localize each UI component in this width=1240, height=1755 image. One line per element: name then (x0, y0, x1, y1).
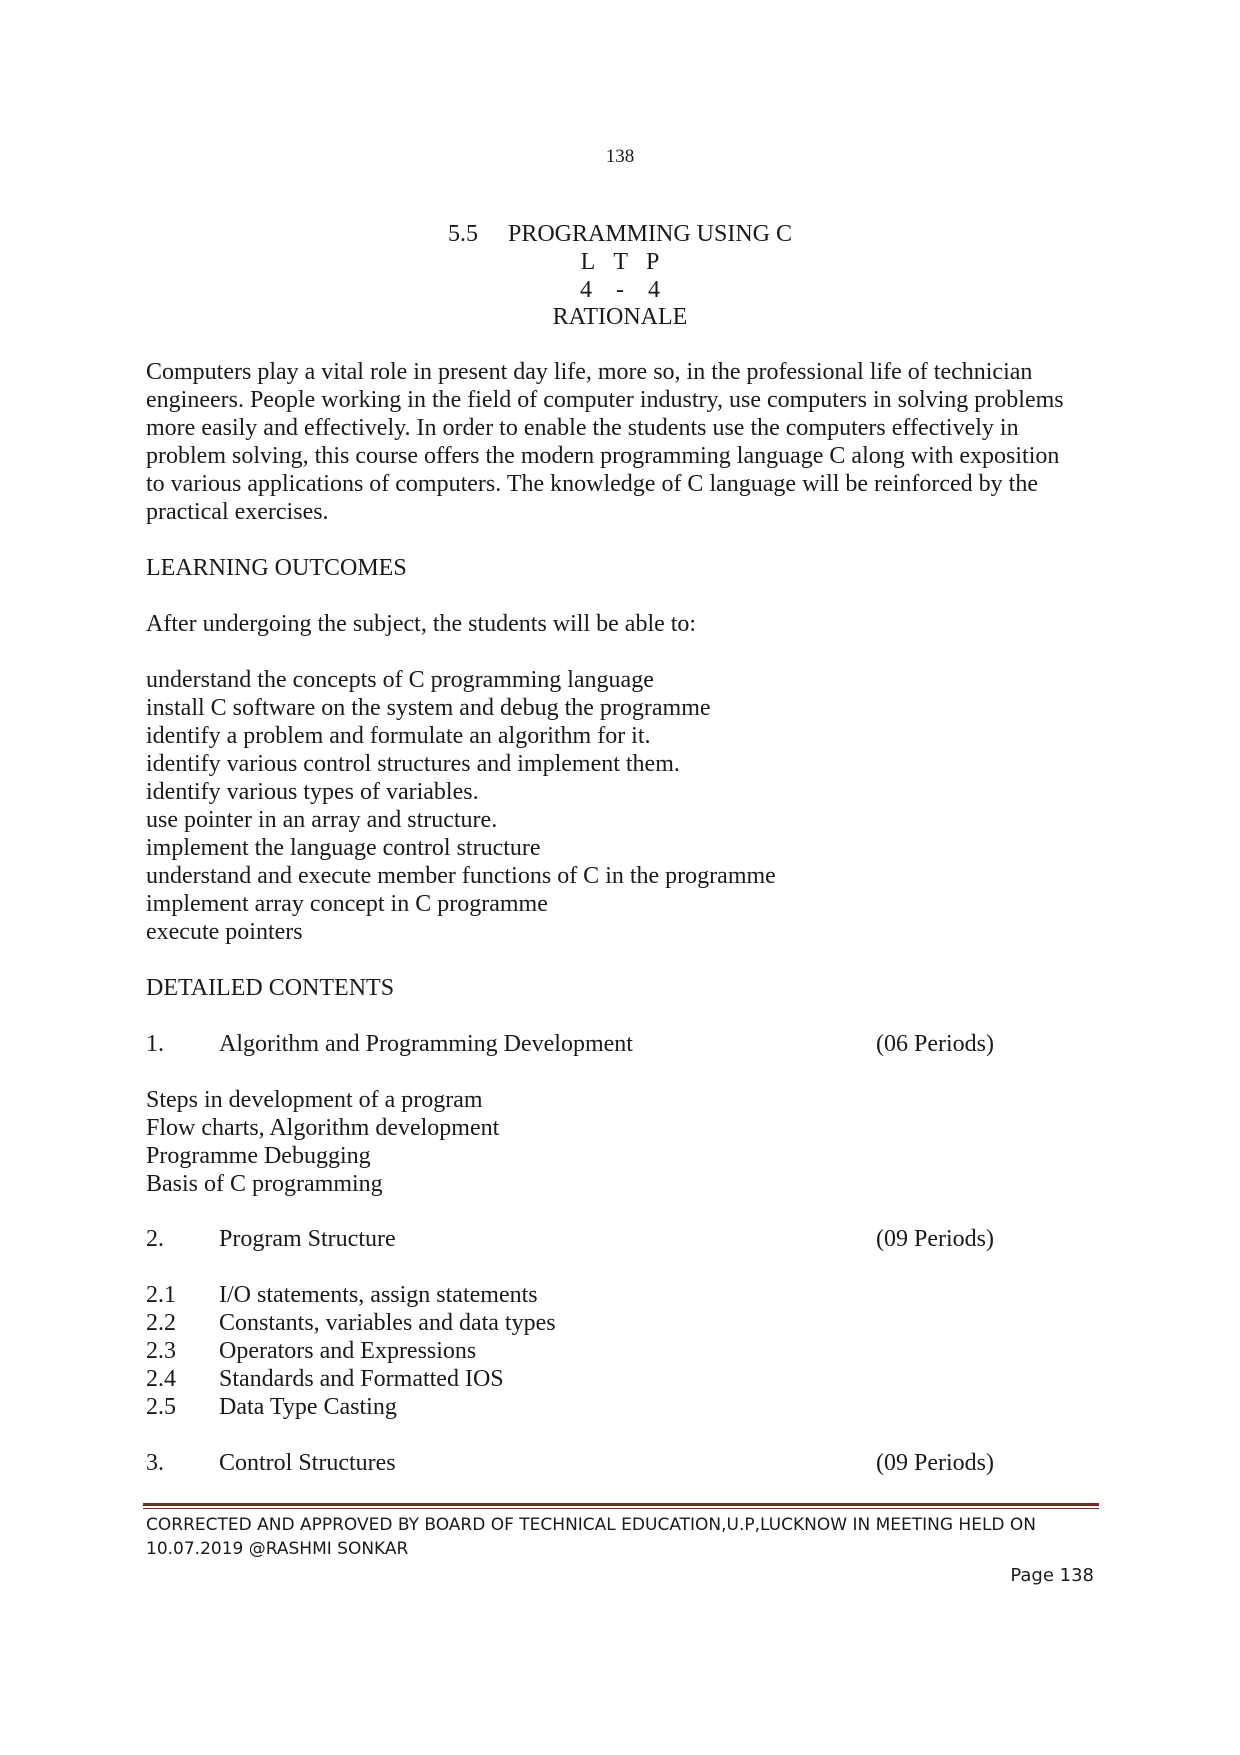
footer-page-number: Page 138 (1010, 1565, 1094, 1586)
list-item: implement array concept in C programme (146, 891, 548, 917)
rationale-line: more easily and effectively. In order to enable the students use the computers effectively in (146, 415, 1019, 441)
ltp-p: P (645, 249, 660, 275)
list-item: implement the language control structure (146, 835, 541, 861)
list-item: install C software on the system and debug the programme (146, 695, 711, 721)
subtopic-number: 2.4 (146, 1366, 176, 1392)
subtopic-row (146, 1337, 556, 1365)
unit-title: Program Structure (219, 1226, 396, 1252)
subtopic-row (146, 1309, 556, 1337)
unit-periods: (09 Periods) (876, 1450, 994, 1476)
unit-row-1 (146, 1030, 1046, 1058)
unit-periods: (06 Periods) (876, 1031, 994, 1057)
unit-number: 3. (146, 1450, 164, 1476)
list-item: understand the concepts of C programming language (146, 667, 654, 693)
ltp-l: L (580, 249, 596, 275)
unit-row-2 (146, 1225, 1046, 1253)
ltp-t-value: - (616, 277, 624, 303)
unit-row-3 (146, 1449, 1046, 1477)
subtopic-text: I/O statements, assign statements (219, 1282, 538, 1308)
list-item: identify various types of variables. (146, 779, 479, 805)
rationale-line: Computers play a vital role in present day life, more so, in the professional life of technician (146, 359, 1033, 385)
subtopic-number: 2.5 (146, 1394, 176, 1420)
ltp-t: T (613, 249, 628, 275)
course-title (0, 220, 1240, 248)
detailed-contents-heading: DETAILED CONTENTS (146, 975, 395, 1001)
learning-outcomes-list (146, 666, 776, 946)
unit-1-topics (146, 1086, 499, 1198)
rationale-line: practical exercises. (146, 499, 329, 525)
course-title-text: PROGRAMMING USING C (507, 221, 793, 247)
list-item: use pointer in an array and structure. (146, 807, 498, 833)
list-item: Basis of C programming (146, 1171, 383, 1197)
ltp-values (0, 276, 1240, 304)
learning-outcomes-intro: After undergoing the subject, the students will be able to: (146, 611, 697, 637)
list-item: understand and execute member functions of C in the programme (146, 863, 776, 889)
rationale-line: to various applications of computers. The knowledge of C language will be reinforced by the (146, 471, 1038, 497)
footer-line: CORRECTED AND APPROVED BY BOARD OF TECHNICAL EDUCATION,U.P,LUCKNOW IN MEETING HELD ON (146, 1515, 1037, 1535)
page-number-top: 138 (605, 146, 635, 167)
list-item: Steps in development of a program (146, 1087, 483, 1113)
footer-line: 10.07.2019 @RASHMI SONKAR (146, 1539, 409, 1559)
unit-title: Algorithm and Programming Development (219, 1031, 633, 1057)
subtopic-number: 2.2 (146, 1310, 176, 1336)
list-item: Flow charts, Algorithm development (146, 1115, 500, 1141)
footer-divider (143, 1503, 1099, 1509)
subtopic-text: Constants, variables and data types (219, 1310, 556, 1336)
subtopic-number: 2.3 (146, 1338, 176, 1364)
unit-title: Control Structures (219, 1450, 396, 1476)
list-item: execute pointers (146, 919, 303, 945)
subtopic-text: Data Type Casting (219, 1394, 397, 1420)
ltp-p-value: 4 (648, 277, 660, 303)
list-item: identify various control structures and implement them. (146, 751, 680, 777)
unit-2-subtopics (146, 1281, 556, 1421)
subtopic-row (146, 1365, 556, 1393)
ltp-l-value: 4 (580, 277, 592, 303)
list-item: identify a problem and formulate an algorithm for it. (146, 723, 651, 749)
course-number: 5.5 (447, 221, 478, 247)
rationale-line: engineers. People working in the field of computer industry, use computers in solving problems (146, 387, 1064, 413)
subtopic-number: 2.1 (146, 1282, 176, 1308)
unit-number: 1. (146, 1031, 164, 1057)
list-item: Programme Debugging (146, 1143, 371, 1169)
rationale-paragraph (146, 358, 1106, 526)
rationale-heading: RATIONALE (552, 304, 688, 330)
subtopic-row (146, 1281, 556, 1309)
unit-number: 2. (146, 1226, 164, 1252)
subtopic-row (146, 1393, 556, 1421)
subtopic-text: Standards and Formatted IOS (219, 1366, 504, 1392)
rationale-line: problem solving, this course offers the modern programming language C along with exposition (146, 443, 1060, 469)
ltp-headings (0, 248, 1240, 276)
learning-outcomes-heading: LEARNING OUTCOMES (146, 555, 407, 581)
subtopic-text: Operators and Expressions (219, 1338, 477, 1364)
footer-approval-note (146, 1513, 1106, 1561)
unit-periods: (09 Periods) (876, 1226, 994, 1252)
